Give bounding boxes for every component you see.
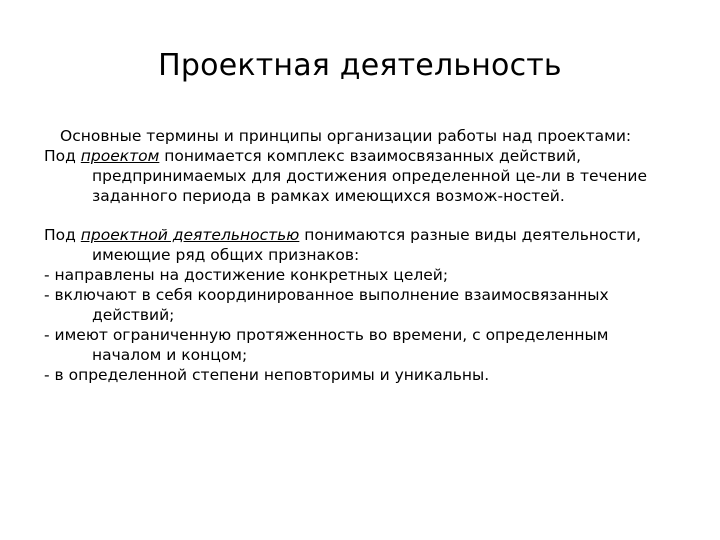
intro-line: Основные термины и принципы организации работы над проектами: xyxy=(60,127,632,145)
bullet-unique: - в определенной степени неповторимы и уникальны. xyxy=(44,366,490,384)
bullet-goals: - направлены на достижение конкретных целей; xyxy=(44,266,449,284)
bullet-coordinated-line-2: действий; xyxy=(92,306,175,324)
bullet-limited-time-line-1: - имеют ограниченную протяженность во времени, с определенным xyxy=(44,326,609,344)
project-definition-line-1 xyxy=(44,146,704,166)
bullet-coordinated-line-1: - включают в себя координированное выполнение взаимосвязанных xyxy=(44,286,609,304)
activity-term: проектной деятельностью xyxy=(80,226,300,244)
activity-definition-line-1 xyxy=(44,225,704,245)
project-definition-rest: понимается комплекс взаимосвязанных действий, xyxy=(159,147,582,165)
project-definition-line-2: предпринимаемых для достижения определенной це-ли в течение xyxy=(92,167,647,185)
paragraph-gap xyxy=(44,206,704,225)
project-prefix: Под xyxy=(44,147,81,165)
bullet-limited-time-line-2: началом и концом; xyxy=(92,346,248,364)
slide-title: Проектная деятельность xyxy=(158,48,562,83)
project-definition-line-3: заданного периода в рамках имеющихся возмож-ностей. xyxy=(92,187,565,205)
activity-definition-line-2: имеющие ряд общих признаков: xyxy=(92,246,360,264)
slide-body xyxy=(44,126,704,385)
activity-prefix: Под xyxy=(44,226,81,244)
activity-definition-rest: понимаются разные виды деятельности, xyxy=(299,226,641,244)
project-term: проектом xyxy=(80,147,160,165)
